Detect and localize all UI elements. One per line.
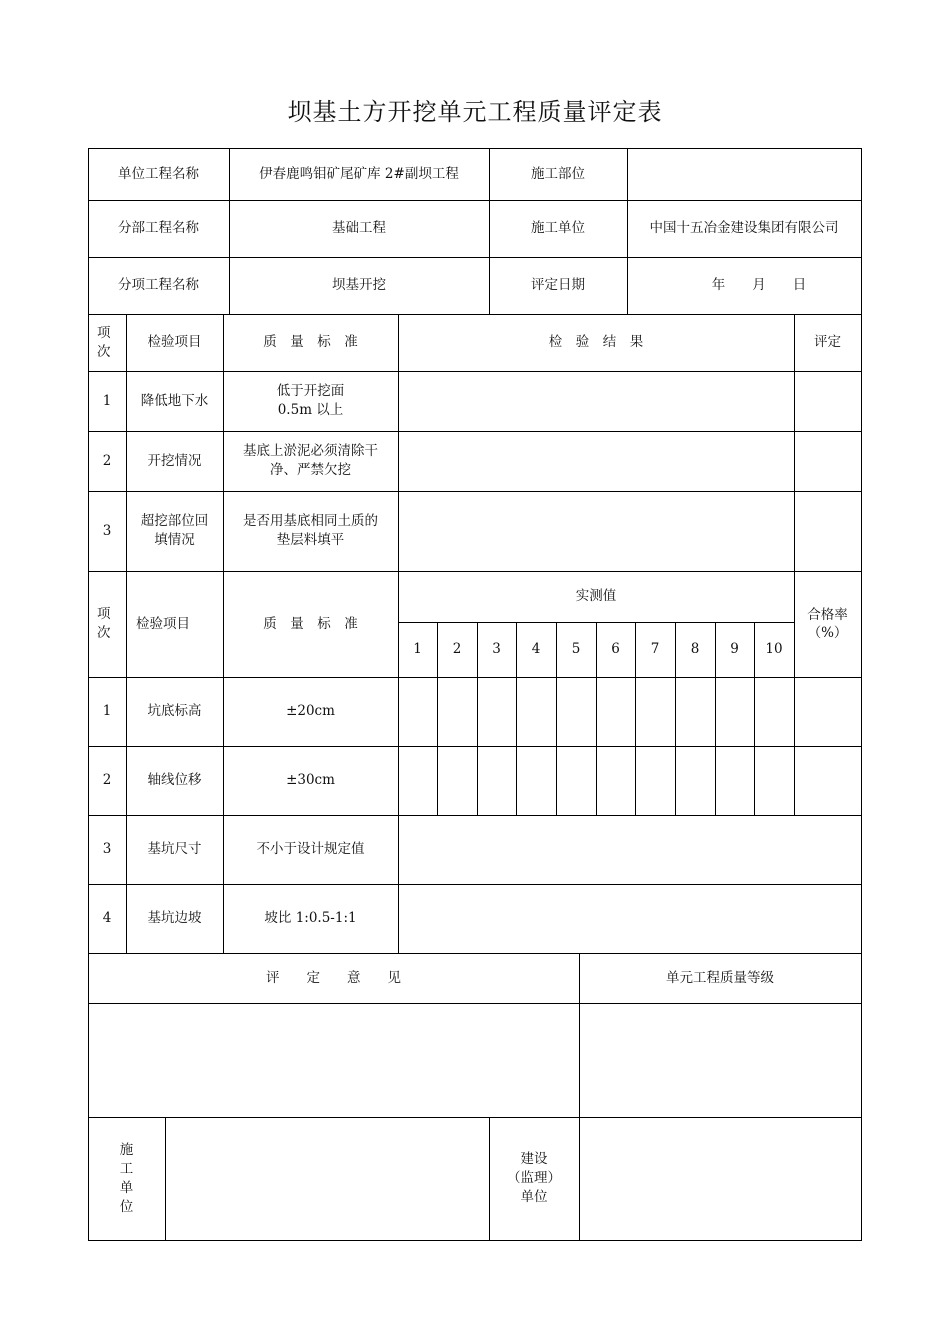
eval-date-value: 年 月 日 <box>711 277 807 293</box>
grade-label: 单元工程质量等级 <box>666 969 774 986</box>
measured-number: 8 <box>690 641 700 657</box>
item-label: 分项工程名称 <box>118 277 199 293</box>
row-item: 降低地下水 <box>140 392 209 409</box>
unit-project-value: 伊春鹿鸣钼矿尾矿库 2#副坝工程 <box>259 165 459 182</box>
measured-number: 4 <box>531 641 541 657</box>
unit-project-label: 单位工程名称 <box>118 165 199 182</box>
row-item: 超挖部位回 填情况 <box>140 513 209 548</box>
inspection-col-item: 检验项目 <box>147 334 202 350</box>
item-value: 坝基开挖 <box>332 277 386 293</box>
construction-unit-signature-field[interactable] <box>165 1117 489 1240</box>
grade-field[interactable] <box>579 1003 861 1117</box>
construction-unit-label: 施工单位 <box>531 220 585 236</box>
row-no: 2 <box>102 772 112 788</box>
row-standard: 基底上淤泥必须清除干 净、严禁欠挖 <box>243 443 378 478</box>
row-item: 轴线位移 <box>147 772 202 788</box>
construction-part-value <box>627 148 861 200</box>
construction-unit-signature-label: 施 工 单 位 <box>119 1141 134 1215</box>
row-standard: 坡比 1:0.5-1:1 <box>264 910 357 926</box>
opinion-field[interactable] <box>88 1003 579 1117</box>
row-no: 3 <box>102 522 112 539</box>
measured-number: 7 <box>650 641 660 657</box>
row-no: 1 <box>102 392 112 409</box>
row-no: 3 <box>102 841 112 857</box>
measured-number: 6 <box>611 641 620 657</box>
measure-col-no: 项 次 <box>97 606 111 641</box>
division-label: 分部工程名称 <box>118 220 199 236</box>
supervision-unit-signature-label: 建设 （监理） 单位 <box>507 1151 561 1205</box>
row-standard: ±20cm <box>286 703 335 719</box>
row-no: 4 <box>102 910 112 926</box>
row-standard: 低于开挖面 0.5m 以上 <box>276 383 345 418</box>
division-value: 基础工程 <box>332 220 386 236</box>
row-standard: 是否用基底相同土质的 垫层料填平 <box>243 513 378 548</box>
inspection-col-result: 检 验 结 果 <box>548 334 644 350</box>
measured-number: 5 <box>571 641 581 657</box>
measured-number: 3 <box>492 641 501 657</box>
inspection-col-standard: 质 量 标 准 <box>263 334 358 350</box>
opinion-label: 评 定 意 见 <box>266 969 401 986</box>
measure-col-pass-rate: 合格率 （%） <box>807 607 848 641</box>
row-item: 基坑边坡 <box>147 910 202 926</box>
inspection-col-rating: 评定 <box>814 334 841 350</box>
row-item: 坑底标高 <box>147 703 202 719</box>
eval-date-label: 评定日期 <box>531 277 585 293</box>
page-title: 坝基土方开挖单元工程质量评定表 <box>287 98 663 126</box>
measured-number: 2 <box>452 641 462 657</box>
measure-col-standard: 质 量 标 准 <box>263 615 358 632</box>
row-standard: ±30cm <box>286 772 335 788</box>
measured-number: 9 <box>730 641 739 657</box>
measure-col-item: 检验项目 <box>136 615 190 632</box>
inspection-col-no: 项 次 <box>97 324 111 360</box>
measure-col-measured: 实测值 <box>575 588 617 604</box>
supervision-unit-signature-field[interactable] <box>579 1117 861 1240</box>
row-standard: 不小于设计规定值 <box>256 841 365 857</box>
row-no: 1 <box>102 703 112 719</box>
row-item: 开挖情况 <box>147 452 202 469</box>
measured-number: 1 <box>413 641 422 657</box>
measured-number: 10 <box>765 641 783 657</box>
construction-part-label: 施工部位 <box>531 165 585 182</box>
row-item: 基坑尺寸 <box>147 841 202 857</box>
construction-unit-value: 中国十五冶金建设集团有限公司 <box>649 220 839 236</box>
row-no: 2 <box>102 452 112 469</box>
